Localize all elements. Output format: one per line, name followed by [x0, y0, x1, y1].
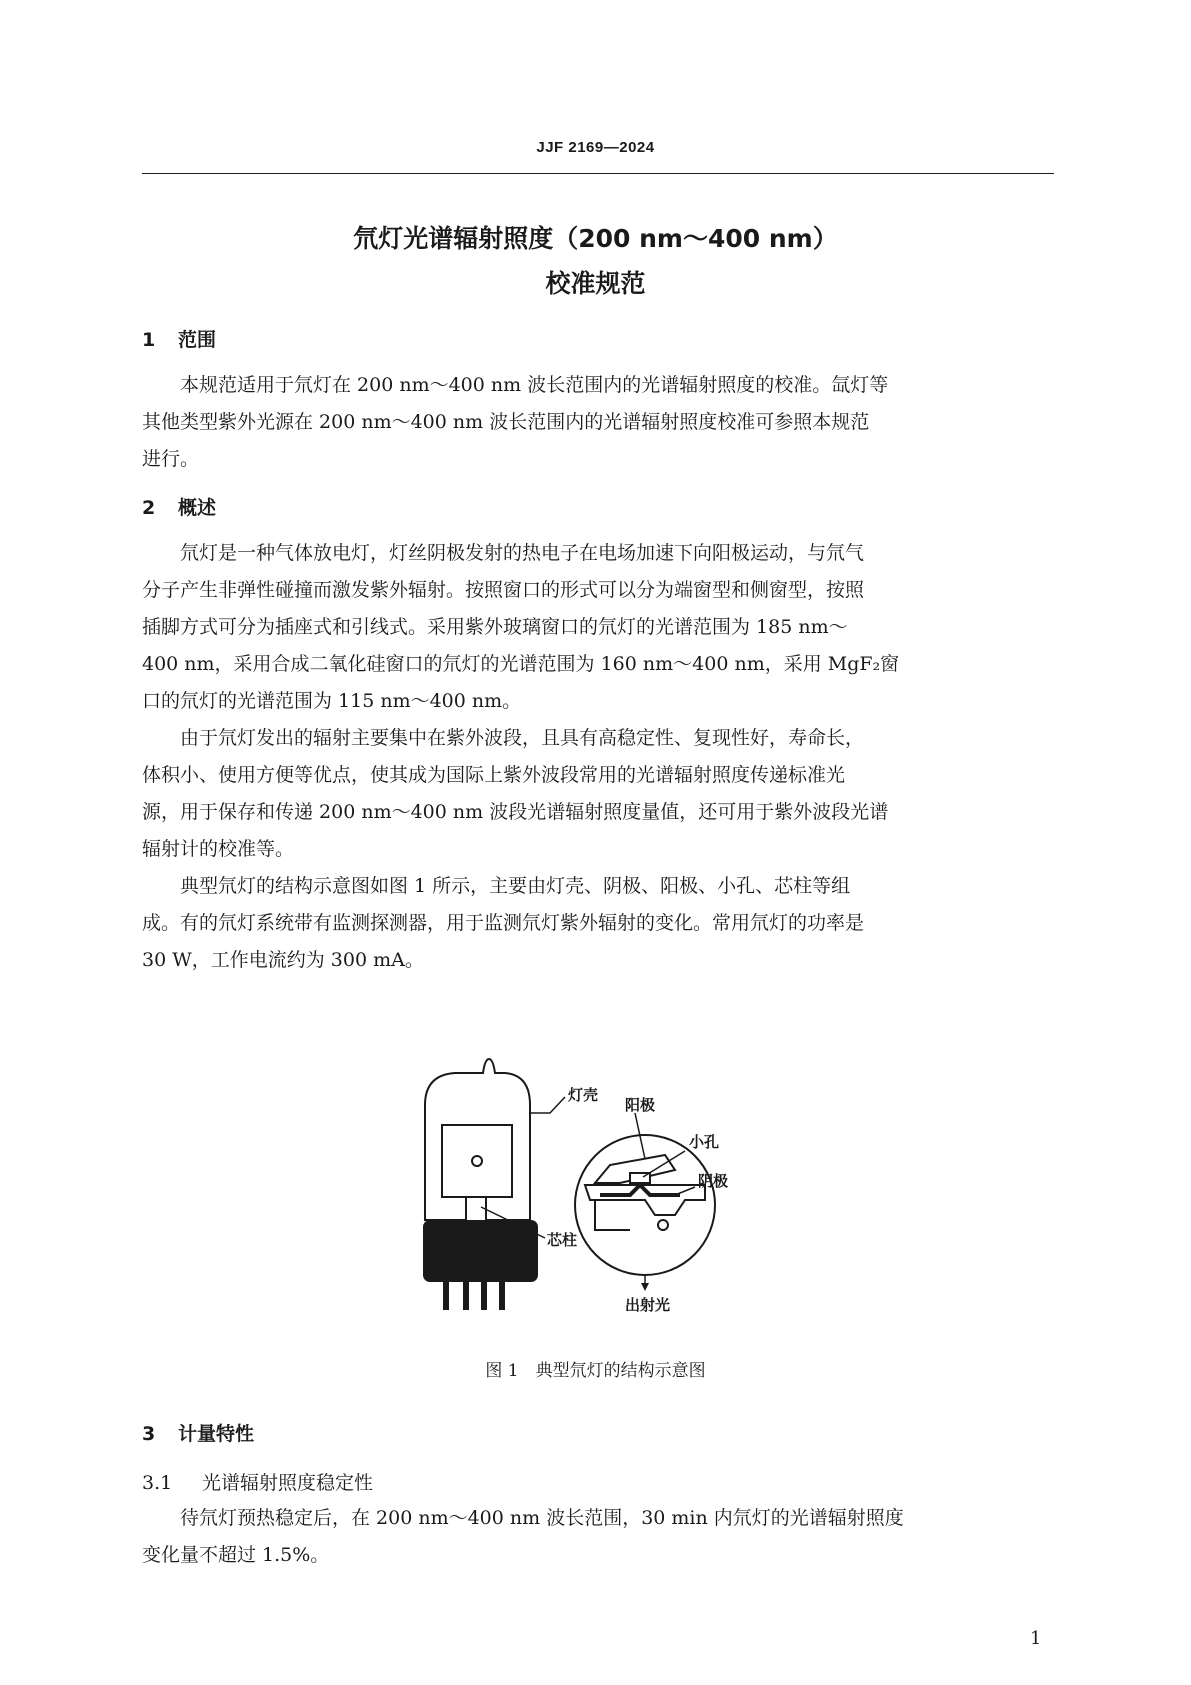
section-number: 3	[142, 1423, 156, 1445]
label-stem: 芯柱	[547, 1231, 578, 1249]
figure-caption: 图 1 典型氘灯的结构示意图	[485, 1361, 706, 1381]
shell-leader-line	[530, 1097, 565, 1113]
text-line: 待氘灯预热稳定后，在 200 nm～400 nm 波长范围，30 min 内氘灯的光谱辐射照度	[180, 1507, 904, 1529]
section-1-paragraph	[142, 367, 1054, 478]
section-title: 范围	[178, 329, 217, 351]
text-line: 氘灯是一种气体放电灯，灯丝阴极发射的热电子在电场加速下向阳极运动，与氘气	[180, 542, 865, 564]
text-line: 插脚方式可分为插座式和引线式。采用紫外玻璃窗口的氘灯的光谱范围为 185 nm～	[142, 616, 848, 638]
section-title: 概述	[178, 497, 217, 519]
document-title-line1: 氘灯光谱辐射照度（200 nm～400 nm）	[353, 224, 838, 253]
text-line: 典型氘灯的结构示意图如图 1 所示，主要由灯壳、阴极、阳极、小孔、芯柱等组	[180, 875, 851, 897]
label-anode: 阳极	[625, 1096, 656, 1114]
text-line: 源，用于保存和传递 200 nm～400 nm 波段光谱辐射照度量值，还可用于紫外波段光谱	[142, 801, 889, 823]
subsection-number: 3.1	[142, 1472, 173, 1494]
document-title-line2: 校准规范	[545, 269, 646, 298]
label-output: 出射光	[625, 1296, 671, 1314]
text-line: 400 nm，采用合成二氧化硅窗口的氘灯的光谱范围为 160 nm～400 nm，采用 MgF₂窗	[142, 653, 900, 675]
text-line: 变化量不超过 1.5%。	[142, 1544, 330, 1566]
section-1-heading	[142, 325, 216, 352]
section-title: 计量特性	[178, 1423, 255, 1445]
lamp-aperture-dot	[472, 1156, 482, 1166]
document-code-header: JJF 2169—2024	[536, 139, 655, 156]
text-line: 辐射计的校准等。	[142, 838, 295, 860]
text-line: 进行。	[142, 448, 200, 470]
text-line: 口的氘灯的光谱范围为 115 nm～400 nm。	[142, 690, 522, 712]
text-line: 体积小、使用方便等优点，使其成为国际上紫外波段常用的光谱辐射照度传递标准光	[142, 764, 846, 786]
lamp-pin	[481, 1280, 487, 1310]
label-shell: 灯壳	[568, 1086, 599, 1104]
label-aperture: 小孔	[689, 1133, 720, 1151]
text-line: 分子产生非弹性碰撞而激发紫外辐射。按照窗口的形式可以分为端窗型和侧窗型，按照	[142, 579, 865, 601]
section-2-paragraph-1	[142, 535, 1054, 720]
section-2-paragraph-2	[142, 720, 1054, 868]
section-number: 1	[142, 329, 156, 351]
lamp-base	[423, 1220, 538, 1282]
text-line: 成。有的氘灯系统带有监测探测器，用于监测氘灯紫外辐射的变化。常用氘灯的功率是	[142, 912, 865, 934]
text-line: 本规范适用于氘灯在 200 nm～400 nm 波长范围内的光谱辐射照度的校准。氙灯等	[180, 374, 889, 396]
page-number: 1	[1030, 1628, 1042, 1649]
subsection-3-1-heading	[142, 1468, 373, 1495]
text-line: 其他类型紫外光源在 200 nm～400 nm 波长范围内的光谱辐射照度校准可参照本规范	[142, 411, 870, 433]
deuterium-lamp-figure	[405, 1055, 825, 1335]
electrode-dot	[658, 1220, 668, 1230]
output-arrow-icon	[641, 1283, 649, 1291]
text-line: 30 W，工作电流约为 300 mA。	[142, 949, 424, 971]
text-line: 由于氘灯发出的辐射主要集中在紫外波段，且具有高稳定性、复现性好，寿命长，	[180, 727, 865, 749]
lamp-pin	[443, 1280, 449, 1310]
section-2-paragraph-3	[142, 868, 1054, 979]
subsection-title: 光谱辐射照度稳定性	[202, 1472, 374, 1494]
subsection-3-1-paragraph	[142, 1500, 1054, 1574]
header-rule	[142, 173, 1054, 174]
lamp-pin	[499, 1280, 505, 1310]
label-cathode: 阴极	[698, 1172, 729, 1190]
lamp-pin	[463, 1280, 469, 1310]
lamp-structure-diagram	[405, 1055, 825, 1335]
section-3-heading	[142, 1419, 254, 1446]
section-2-heading	[142, 493, 216, 520]
section-number: 2	[142, 497, 156, 519]
